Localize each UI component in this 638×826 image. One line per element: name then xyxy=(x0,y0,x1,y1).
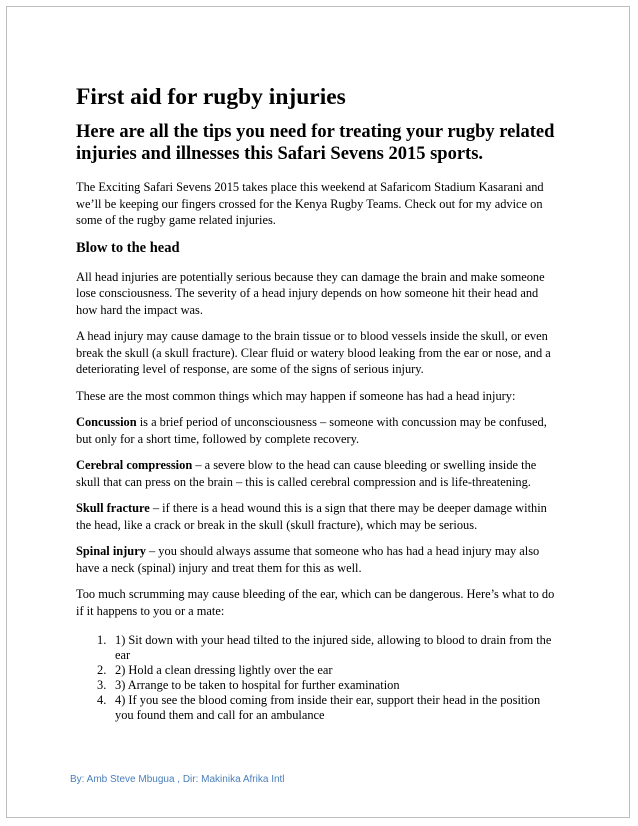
list-item xyxy=(76,678,556,693)
paragraph: All head injuries are potentially serious because they can damage the brain and make someone lose consciousness. The severity of a head injury depends on how someone hit their head and how hard the impact was. xyxy=(76,269,545,317)
closing-paragraph: Too much scrumming may cause bleeding of the ear, which can be dangerous. Here’s what to do if it happens to you or a mate: xyxy=(76,587,555,618)
definition-term: Concussion xyxy=(76,415,137,429)
page-footer: By: Amb Steve Mbugua , Dir: Makinika Afrika Intl xyxy=(70,774,285,785)
list-text: 1) Sit down with your head tilted to the injured side, allowing to blood to drain from the ear xyxy=(115,633,552,662)
paragraph: These are the most common things which may happen if someone has had a head injury: xyxy=(76,388,516,403)
list-number: 1. xyxy=(97,633,107,647)
definition-spinal-injury xyxy=(76,543,556,576)
list-number: 2. xyxy=(97,663,107,677)
page-subtitle: Here are all the tips you need for treating your rugby related injuries and illnesses this Safari Sevens 2015 sports. xyxy=(76,122,555,164)
definition-concussion xyxy=(76,414,556,447)
list-item xyxy=(76,633,556,663)
definition-text: – you should always assume that someone who has had a head injury may also have a neck (spinal) injury and treat them for this as well. xyxy=(76,544,540,575)
paragraph: A head injury may cause damage to the brain tissue or to blood vessels inside the skull, or even break the skull (a skull fracture). Clear fluid or watery blood leaking from the ear or nose, and a deteriorating level of response, are some of the signs of serious injury. xyxy=(76,329,551,376)
page-title: First aid for rugby injuries xyxy=(76,84,346,110)
definition-term: Cerebral compression xyxy=(76,458,193,472)
definition-skull-fracture xyxy=(76,500,556,533)
section-heading: Blow to the head xyxy=(76,239,180,256)
list-item xyxy=(76,693,556,723)
list-text: 2) Hold a clean dressing lightly over the ear xyxy=(115,663,333,677)
list-text: 4) If you see the blood coming from inside their ear, support their head in the position you found them and call for an ambulance xyxy=(115,693,541,722)
intro-paragraph: The Exciting Safari Sevens 2015 takes place this weekend at Safaricom Stadium Kasarani and we’ll be keeping our fingers crossed for the Kenya Rugby Teams. Check out for my advice on some of the rugby game related injuries. xyxy=(76,180,544,227)
list-text: 3) Arrange to be taken to hospital for further examination xyxy=(115,678,400,692)
document-page xyxy=(6,6,630,818)
definition-text: – if there is a head wound this is a sign that there may be deeper damage within the head, like a crack or break in the skull (skull fracture), which may be serious. xyxy=(76,501,547,532)
definition-term: Spinal injury xyxy=(76,544,146,558)
definition-text: is a brief period of unconsciousness – someone with concussion may be confused, but only for a short time, followed by complete recovery. xyxy=(76,415,547,446)
definition-text: – a severe blow to the head can cause bleeding or swelling inside the skull that can press on the brain – this is called cerebral compression and is life-threatening. xyxy=(76,458,537,489)
list-number: 3. xyxy=(97,678,107,692)
list-item xyxy=(76,663,556,678)
list-number: 4. xyxy=(97,693,107,707)
document-body xyxy=(76,83,556,723)
steps-list xyxy=(76,633,556,723)
definition-cerebral-compression xyxy=(76,457,556,490)
definition-term: Skull fracture xyxy=(76,501,150,515)
